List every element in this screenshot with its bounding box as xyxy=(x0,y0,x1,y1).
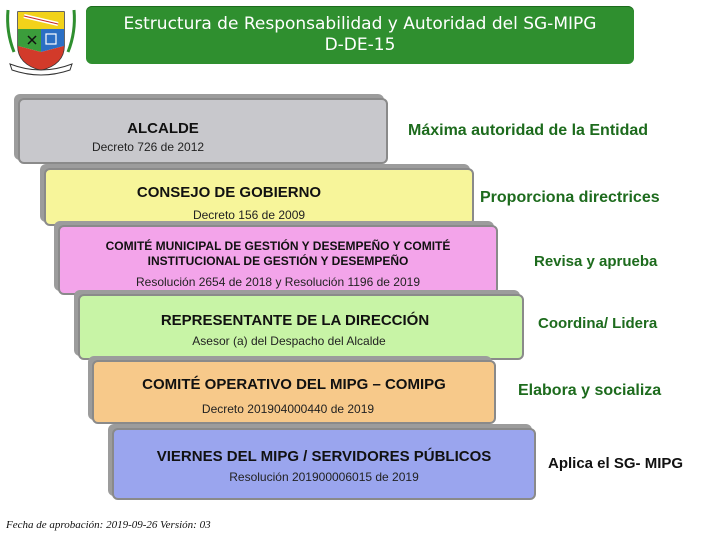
level-title: REPRESENTANTE DE LA DIRECCIÓN xyxy=(160,312,430,329)
level-representante-direccion xyxy=(78,294,524,360)
level-title: COMITÉ MUNICIPAL DE GESTIÓN Y DESEMPEÑO Y COMITÉ INSTITUCIONAL DE GESTIÓN Y DESEMPEÑO xyxy=(105,239,451,268)
level-description: Proporciona directrices xyxy=(480,189,660,206)
level-subtitle: Decreto 726 de 2012 xyxy=(91,140,205,154)
approval-footer: Fecha de aprobación: 2019-09-26 Versión: 03 xyxy=(6,519,211,531)
level-title: ALCALDE xyxy=(127,120,199,137)
level-servidores-publicos xyxy=(112,428,536,500)
level-subtitle: Decreto 201904000440 de 2019 xyxy=(201,402,375,416)
level-description: Elabora y socializa xyxy=(518,382,662,399)
level-subtitle: Resolución 2654 de 2018 y Resolución 1196 de 2019 xyxy=(136,275,420,289)
header-banner xyxy=(86,6,634,64)
level-title: CONSEJO DE GOBIERNO xyxy=(136,184,322,201)
document-code: D-DE-15 xyxy=(324,35,396,55)
level-comite-operativo xyxy=(92,360,496,424)
level-comite-gestion-desempeno xyxy=(58,225,498,295)
level-alcalde xyxy=(18,98,388,164)
level-subtitle: Resolución 201900006015 de 2019 xyxy=(229,470,419,484)
level-description: Aplica el SG- MIPG xyxy=(548,455,684,472)
level-description: Revisa y aprueba xyxy=(534,253,658,270)
level-description: Máxima autoridad de la Entidad xyxy=(408,122,649,139)
level-subtitle: Asesor (a) del Despacho del Alcalde xyxy=(192,334,386,348)
level-consejo-gobierno xyxy=(44,168,474,226)
level-title: COMITÉ OPERATIVO DEL MIPG – COMIPG xyxy=(142,376,446,393)
level-description: Coordina/ Lidera xyxy=(538,315,658,332)
level-title: VIERNES DEL MIPG / SERVIDORES PÚBLICOS xyxy=(156,448,492,465)
level-subtitle: Decreto 156 de 2009 xyxy=(192,208,306,222)
page-title: Estructura de Responsabilidad y Autoridad del SG-MIPG xyxy=(123,14,597,34)
municipal-coat-of-arms-icon xyxy=(4,2,78,76)
